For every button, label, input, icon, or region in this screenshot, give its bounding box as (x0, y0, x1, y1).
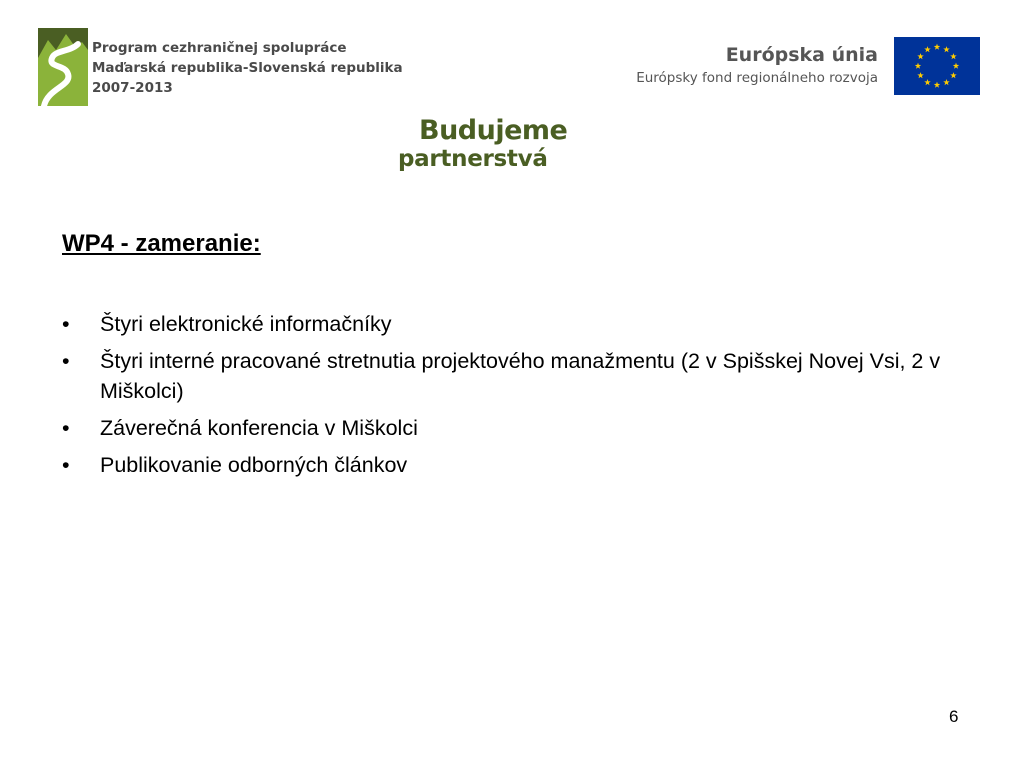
bullet-item (62, 413, 962, 443)
eu-flag-icon (894, 37, 980, 95)
program-line-2: Maďarská republika-Slovenská republika (92, 60, 403, 76)
slogan-line-1: Budujeme (419, 115, 568, 146)
eu-title: Európska únia (725, 44, 878, 66)
bullet-item (62, 309, 962, 339)
program-logo-icon (38, 28, 88, 106)
slide-heading: WP4 - zameranie: (62, 230, 261, 257)
bullet-item (62, 450, 962, 480)
eu-subtitle: Európsky fond regionálneho rozvoja (636, 70, 878, 86)
program-title (92, 38, 403, 98)
program-line-1: Program cezhraničnej spolupráce (92, 40, 347, 56)
bullet-text: Štyri interné pracované stretnutia projektového manažmentu (2 v Spišskej Novej Vsi, 2 v Miškolci) (100, 349, 941, 403)
bullet-text: Záverečná konferencia v Miškolci (100, 416, 418, 440)
slogan-line-2: partnerstvá (398, 146, 548, 172)
bullet-text: Štyri elektronické informačníky (100, 312, 392, 336)
bullet-glyph: • (62, 349, 70, 373)
bullet-text: Publikovanie odborných článkov (100, 453, 408, 477)
program-line-3: 2007-2013 (92, 80, 173, 96)
bullet-glyph: • (62, 453, 70, 477)
slogan (398, 117, 567, 171)
bullet-glyph: • (62, 312, 70, 336)
page-number: 6 (949, 707, 959, 726)
bullet-glyph: • (62, 416, 70, 440)
bullet-item (62, 346, 962, 406)
bullet-list (62, 309, 962, 487)
